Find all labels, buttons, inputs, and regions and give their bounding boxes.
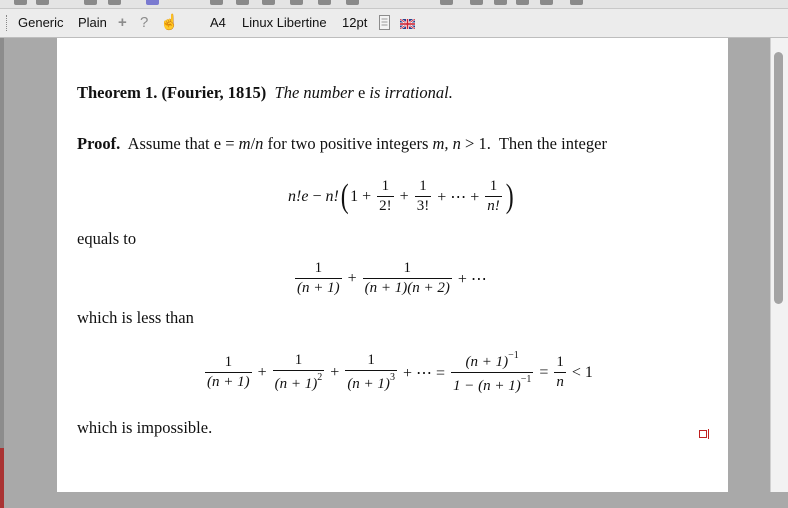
eq3-frac-1: $\frac{1}{(n + 1)}$ xyxy=(207,354,250,390)
eq1-minus: − xyxy=(312,187,322,205)
text-impossible: which is impossible. xyxy=(77,418,213,437)
eq1-frac-3: $\frac{1}{n!}$ xyxy=(487,178,500,214)
flag-uk-icon[interactable] xyxy=(400,17,415,27)
eq3-dots: + ⋯ = xyxy=(402,364,445,382)
toolbar-button[interactable] xyxy=(84,0,97,5)
eq3-plus-1: + xyxy=(257,363,267,381)
eq2-plus: + xyxy=(347,269,357,287)
eq3-frac-5: $\frac{1}{n}$ xyxy=(556,354,564,390)
toolbar-button[interactable] xyxy=(494,0,507,5)
proof-gt: > xyxy=(465,134,475,153)
eq1-dots: + ⋯ + xyxy=(437,188,480,206)
text-equals-to: equals to xyxy=(77,229,137,248)
right-margin xyxy=(728,38,770,492)
left-margin-strip xyxy=(0,38,4,492)
eq3-lt: < 1 xyxy=(571,363,593,381)
page-icon[interactable] xyxy=(379,15,390,33)
toolbar-button[interactable] xyxy=(290,0,303,5)
toolbar-button[interactable] xyxy=(470,0,483,5)
proof-text-a: Assume that xyxy=(127,134,210,153)
toolbar-button[interactable] xyxy=(108,0,121,5)
toolbar-button[interactable] xyxy=(318,0,331,5)
style-menu[interactable]: Generic xyxy=(18,15,64,30)
eq1-lhs-a: n!e xyxy=(288,187,309,205)
proof-eq: = xyxy=(225,134,235,153)
theorem-statement-b: is irrational. xyxy=(369,83,453,102)
proof-one: 1. xyxy=(478,134,491,153)
toolbar-button[interactable] xyxy=(36,0,49,5)
theorem-statement-e: e xyxy=(357,83,366,102)
theorem-attribution: (Fourier, 1815) xyxy=(161,83,267,102)
plus-icon[interactable]: + xyxy=(118,14,127,31)
font-size-menu[interactable]: 12pt xyxy=(342,15,368,30)
theorem-statement-a: The number xyxy=(274,83,354,102)
scrollbar-thumb[interactable] xyxy=(774,52,783,304)
toolbar-button[interactable] xyxy=(570,0,583,5)
toolbar-button[interactable] xyxy=(236,0,249,5)
toolbar-button[interactable] xyxy=(210,0,223,5)
proof-slash: / xyxy=(250,134,256,153)
eq3-eq: = xyxy=(539,363,549,381)
help-icon[interactable]: ? xyxy=(140,14,149,31)
eq1-rparen: ) xyxy=(505,177,514,215)
eq3-frac-4: $\frac{(n + 1)^{-1}}{1 - (n + 1)^{-1}}$ xyxy=(452,350,532,394)
toolbar-drag-handle[interactable] xyxy=(6,15,9,31)
text-style-menu[interactable]: Plain xyxy=(78,15,107,30)
eq1-lparen: ( xyxy=(340,177,349,215)
paper-size-menu[interactable]: A4 xyxy=(210,15,226,30)
proof-text-b: for two positive integers xyxy=(267,134,429,153)
theorem-label: Theorem 1. xyxy=(77,83,158,102)
toolbar-button[interactable] xyxy=(262,0,275,5)
eq3-plus-2: + xyxy=(330,363,340,381)
eq2-frac-1: $\frac{1}{(n + 1)}$ xyxy=(297,260,340,296)
proof-text-c: Then the integer xyxy=(498,134,607,153)
toolbar-button[interactable] xyxy=(540,0,553,5)
text-less-than: which is less than xyxy=(77,308,194,327)
proof-label: Proof. xyxy=(77,134,121,153)
toolbar-button[interactable] xyxy=(516,0,529,5)
font-menu[interactable]: Linux Libertine xyxy=(242,15,327,30)
proof-line xyxy=(77,134,607,154)
proof-vars: m, n xyxy=(432,134,461,153)
equation-2 xyxy=(293,260,491,297)
proof-m: m xyxy=(238,134,251,153)
eq2-dots: + ⋯ xyxy=(457,270,487,288)
format-toolbar xyxy=(0,9,788,38)
eq3-frac-3: $\frac{1}{(n + 1)^3}$ xyxy=(347,352,395,392)
eq1-frac-2: $\frac{1}{3!}$ xyxy=(416,178,430,214)
cursor-marker-icon xyxy=(699,424,709,434)
theorem-line xyxy=(77,83,453,103)
eq1-plus: + xyxy=(362,187,372,205)
eq1-lhs-b: n! xyxy=(325,187,339,205)
eq1-one: 1 xyxy=(350,187,359,205)
equation-3 xyxy=(203,350,597,395)
eq1-plus-2: + xyxy=(399,187,409,205)
hand-icon[interactable]: ☝ xyxy=(160,14,179,31)
eq2-frac-2: $\frac{1}{(n + 1)(n + 2)}$ xyxy=(364,260,450,296)
toolbar-button[interactable] xyxy=(14,0,27,5)
eq1-frac-1: $\frac{1}{2!}$ xyxy=(379,178,392,214)
window-top-toolbar xyxy=(0,0,788,9)
toolbar-button[interactable] xyxy=(346,0,359,5)
toolbar-button[interactable] xyxy=(440,0,453,5)
proof-e: e xyxy=(213,134,222,153)
proof-n: n xyxy=(255,134,264,153)
eq3-frac-2: $\frac{1}{(n + 1)^2}$ xyxy=(274,352,323,392)
equation-1 xyxy=(288,178,515,215)
document-page[interactable] xyxy=(57,38,728,492)
toolbar-button[interactable] xyxy=(146,0,159,5)
